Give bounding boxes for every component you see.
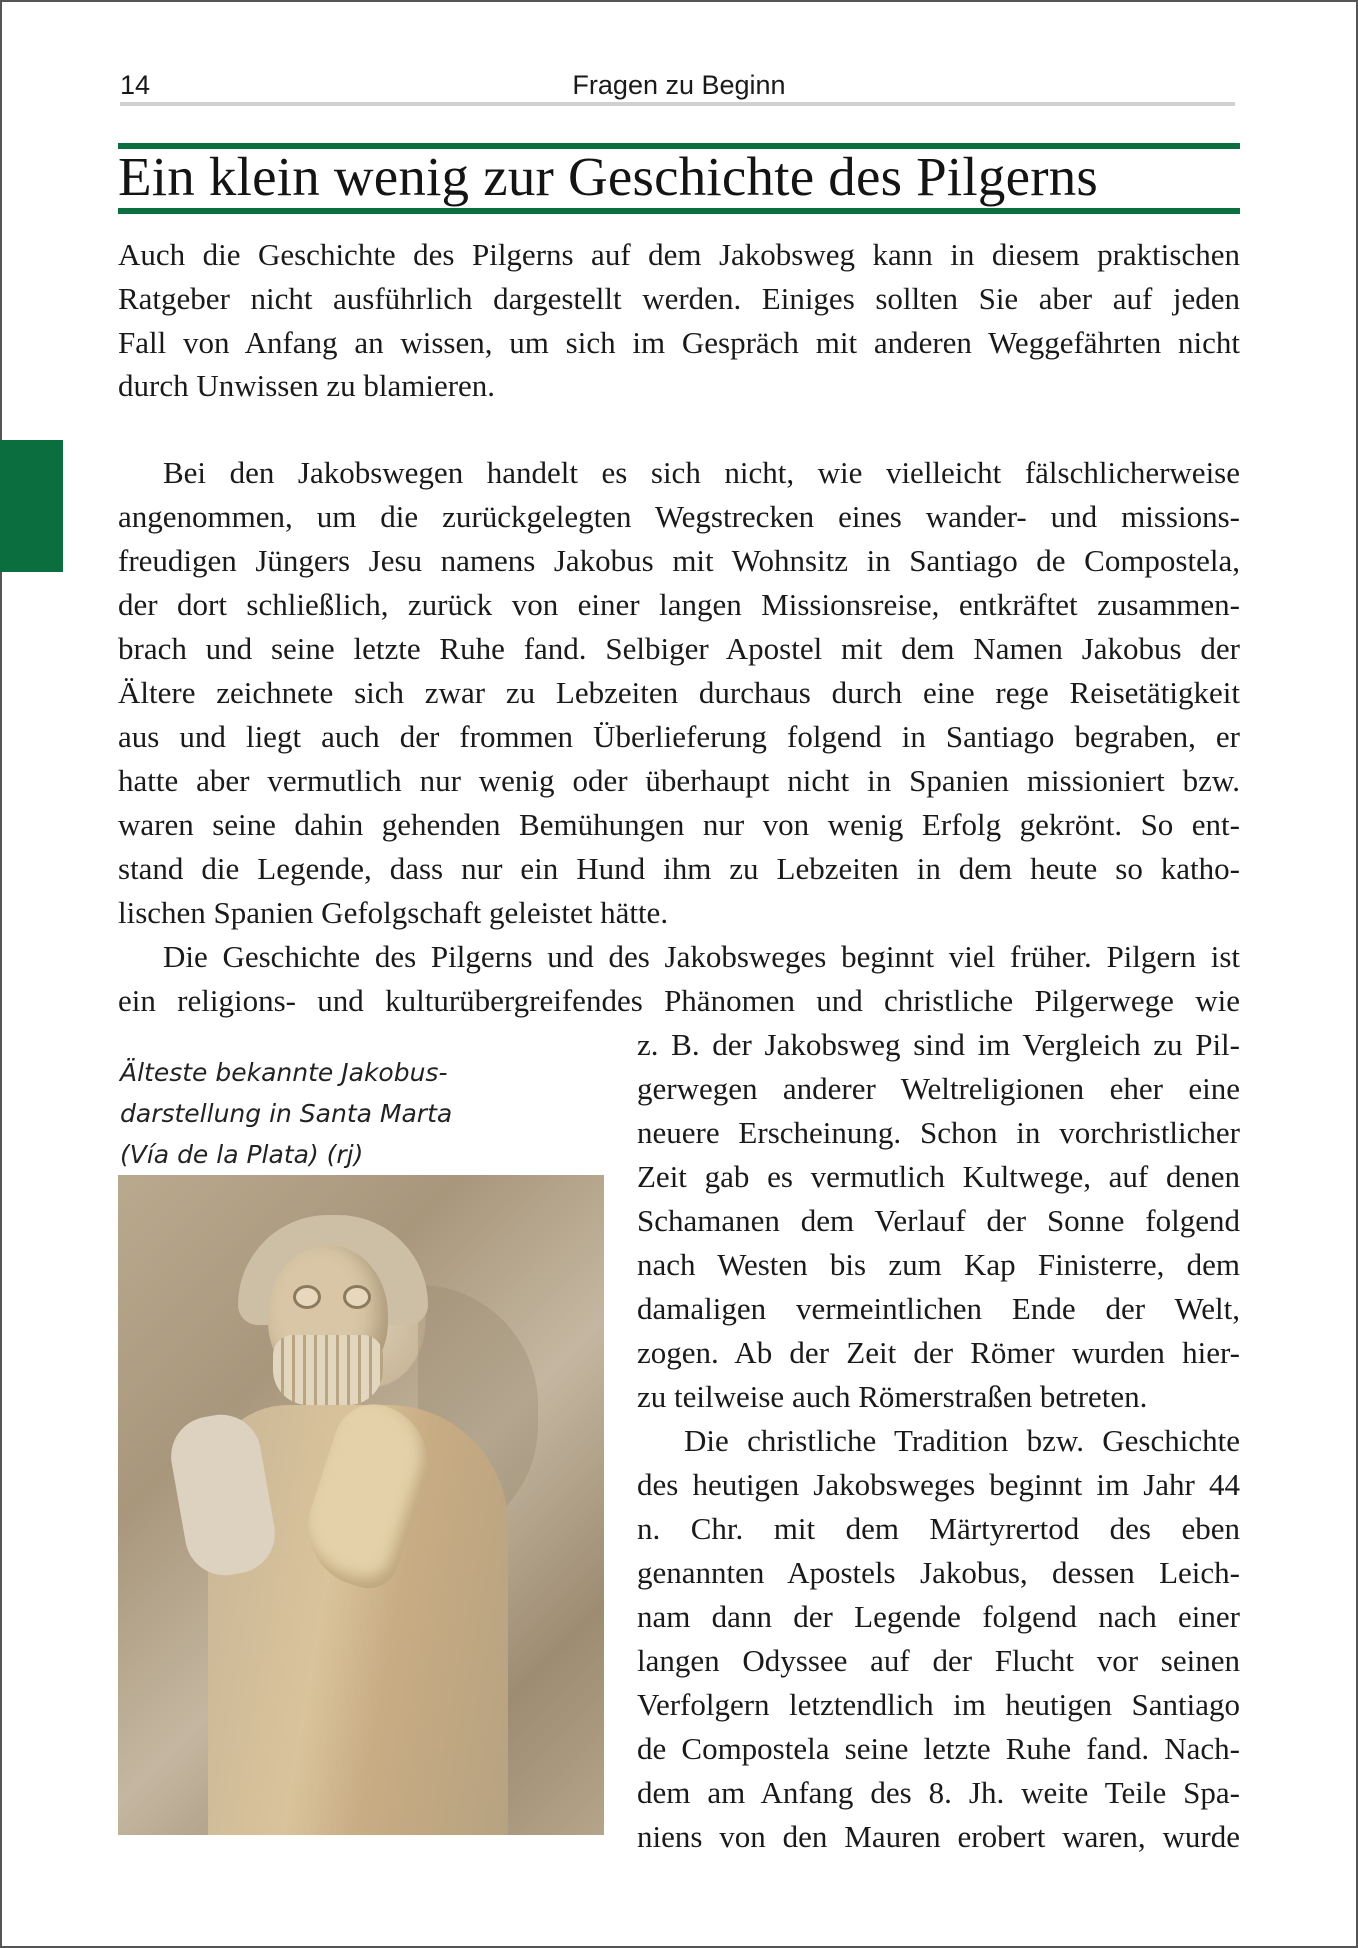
- text-line: damaligen vermeintlichen Ende der Welt,: [637, 1291, 1240, 1326]
- text-line: der dort schließlich, zurück von einer langen Missionsreise, entkräftet zusammen-: [118, 587, 1240, 622]
- caption-line: darstellung in Santa Marta: [120, 1099, 453, 1128]
- text-line: langen Odyssee auf der Flucht vor seinen: [637, 1643, 1240, 1678]
- text-line: genannten Apostels Jakobus, dessen Leich-: [637, 1555, 1240, 1590]
- text-line: ein religions- und kulturübergreifendes Phänomen und christliche Pilgerwege wie: [118, 983, 1240, 1018]
- text-line: zu teilweise auch Römerstraßen betreten.: [637, 1379, 1148, 1414]
- text-line: nach Westen bis zum Kap Finisterre, dem: [637, 1247, 1240, 1282]
- text-line: n. Chr. mit dem Märtyrertod des eben: [637, 1511, 1240, 1546]
- text-line: z. B. der Jakobsweg sind im Vergleich zu Pil-: [637, 1027, 1240, 1062]
- text-line: waren seine dahin gehenden Bemühungen nur von wenig Erfolg gekrönt. So ent-: [118, 807, 1240, 842]
- text-line: Verfolgern letztendlich im heutigen Santiago: [637, 1687, 1240, 1722]
- title-rule-bottom: [118, 208, 1240, 214]
- text-line: aus und liegt auch der frommen Überlieferung folgend in Santiago begraben, er: [118, 719, 1240, 754]
- text-line: des heutigen Jakobsweges beginnt im Jahr 44: [637, 1467, 1240, 1502]
- text-line: de Compostela seine letzte Ruhe fand. Nach-: [637, 1731, 1240, 1766]
- photo-beard-shape: [273, 1335, 383, 1405]
- text-line: lischen Spanien Gefolgschaft geleistet hätte.: [118, 895, 669, 930]
- chapter-thumb-tab: [0, 440, 63, 572]
- text-line: Ratgeber nicht ausführlich dargestellt werden. Einiges sollten Sie aber auf jeden: [118, 281, 1240, 316]
- text-line: Fall von Anfang an wissen, um sich im Gespräch mit anderen Weggefährten nicht: [118, 325, 1240, 360]
- text-line: Bei den Jakobswegen handelt es sich nicht, wie vielleicht fälschlicherweise: [163, 455, 1240, 490]
- caption-line: Älteste bekannte Jakobus-: [120, 1058, 448, 1087]
- text-line: Die christliche Tradition bzw. Geschichte: [684, 1423, 1240, 1458]
- caption-line: (Vía de la Plata) (rj): [120, 1140, 364, 1169]
- figure-caption: [120, 1052, 600, 1175]
- jakobus-sculpture-photo: [118, 1175, 604, 1835]
- photo-eye-shape: [343, 1285, 371, 1309]
- text-line: Zeit gab es vermutlich Kultwege, auf denen: [637, 1159, 1240, 1194]
- page-number: 14: [120, 70, 151, 100]
- text-line: dem am Anfang des 8. Jh. weite Teile Spa-: [637, 1775, 1240, 1810]
- text-line: Schamanen dem Verlauf der Sonne folgend: [637, 1203, 1240, 1238]
- photo-eye-shape: [293, 1285, 321, 1309]
- running-header-title: Fragen zu Beginn: [572, 70, 786, 100]
- text-line: freudigen Jüngers Jesu namens Jakobus mit Wohnsitz in Santiago de Compostela,: [118, 543, 1240, 578]
- header-rule: [120, 102, 1235, 106]
- text-line: zogen. Ab der Zeit der Römer wurden hier-: [637, 1335, 1240, 1370]
- text-line: brach und seine letzte Ruhe fand. Selbiger Apostel mit dem Namen Jakobus der: [118, 631, 1240, 666]
- text-line: Ältere zeichnete sich zwar zu Lebzeiten durchaus durch eine rege Reisetätigkeit: [118, 675, 1240, 710]
- text-line: nam dann der Legende folgend nach einer: [637, 1599, 1240, 1634]
- text-line: neuere Erscheinung. Schon in vorchristlicher: [637, 1115, 1240, 1150]
- text-line: Auch die Geschichte des Pilgerns auf dem Jakobsweg kann in diesem praktischen: [118, 237, 1240, 272]
- text-line: stand die Legende, dass nur ein Hund ihm zu Lebzeiten in dem heute so katho-: [118, 851, 1240, 886]
- text-line: niens von den Mauren erobert waren, wurde: [637, 1819, 1240, 1854]
- text-line: durch Unwissen zu blamieren.: [118, 368, 496, 403]
- section-title: Ein klein wenig zur Geschichte des Pilgerns: [118, 146, 1099, 207]
- text-line: gerwegen anderer Weltreligionen eher eine: [637, 1071, 1240, 1106]
- text-line: hatte aber vermutlich nur wenig oder überhaupt nicht in Spanien missioniert bzw.: [118, 763, 1240, 798]
- text-line: angenommen, um die zurückgelegten Wegstrecken eines wander- und missions-: [118, 499, 1240, 534]
- text-line: Die Geschichte des Pilgerns und des Jakobsweges beginnt viel früher. Pilgern ist: [163, 939, 1240, 974]
